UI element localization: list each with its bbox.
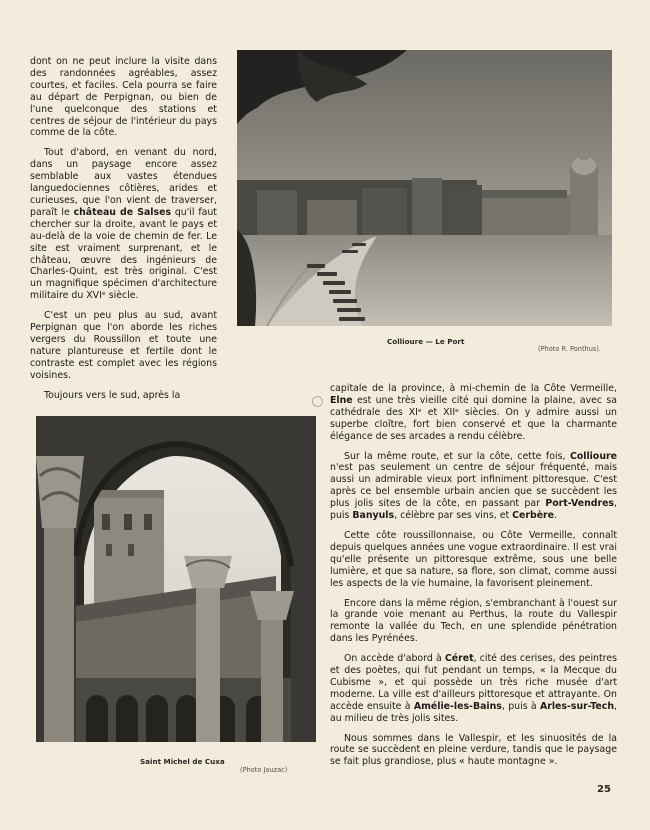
text-run: , puis à: [501, 700, 540, 712]
paragraph: Encore dans la même région, s'embranchant à l'ouest sur la grande voie menant au Perthus, la route du Vallespir remonte la vallée du Tech, en une splendide pénétration dans les Pyrénées.: [330, 597, 617, 645]
paragraph: [330, 383, 617, 443]
text-run: .: [554, 510, 558, 522]
place-name-collioure: Collioure: [569, 450, 617, 462]
photo-credit: (Photo R. Ponthus).: [538, 345, 602, 353]
paragraph: Cette côte roussillonnaise, ou Côte Vermeille, connaît depuis quelques années une vogue extraordinaire. Il est vrai qu'elle présente un pittoresque extrême, sous une belle lumière, et que sa nature, sa flore, son climat, comme aussi les aspects de la vie humaine, la favorisent pleinement.: [330, 529, 617, 589]
place-name-elne: Elne: [330, 394, 353, 406]
paragraph: Toujours vers le sud, après la: [44, 389, 181, 401]
place-name-salses: château de Salses: [73, 206, 172, 218]
paragraph: [330, 653, 617, 724]
photo-caption: Saint Michel de Cuxa: [140, 757, 225, 766]
paragraph: dont on ne peut inclure la visite dans des randonnées agréables, assez courtes, et faciles. Cela pourra se faire au départ de Perpignan, ou bien de l'une quelconque des stations et centres de séjour de l'intérieur du pays comme de la côte.: [30, 56, 217, 139]
paragraph: [330, 451, 617, 522]
text-run: , cité des cerises, des peintres et des poètes, qui fut pendant un temps, « la Mecque du Cubisme », et qui possède un très riche musée d'art moderne. La ville est d'ailleurs pittoresque et attrayante. On accède ensuite à: [330, 653, 617, 712]
place-name-arles-sur-tech: Arles-sur-Tech: [539, 700, 615, 712]
text-column-left: [30, 56, 217, 401]
place-name-amelie-les-bains: Amélie-les-Bains: [413, 700, 502, 712]
text-run: capitale de la province, à mi-chemin de la Côte Vermeille,: [330, 383, 617, 394]
text-run: Sur la même route, et sur la côte, cette fois,: [344, 450, 570, 462]
photo-caption: Collioure — Le Port: [387, 337, 465, 346]
place-name-cerbere: Cerbère: [512, 510, 555, 522]
photo-saint-michel-de-cuxa: [36, 416, 316, 742]
margin-mark: [312, 396, 323, 407]
text-run: Tout d'abord, en venant du nord, dans un paysage encore assez semblable aux vastes étendues languedociennes côtières, arides et curieuses, que l'on vient de traverser, paraît le: [30, 147, 217, 218]
photo-credit: (Photo Jauzac): [240, 766, 288, 774]
paragraph: [30, 147, 217, 302]
text-run: , célèbre par ses vins, et: [394, 510, 513, 522]
text-run: , au milieu de très jolis sites.: [330, 700, 618, 724]
text-column-right: [330, 383, 617, 768]
text-run: On accède d'abord à: [344, 653, 445, 665]
paragraph: Nous sommes dans le Vallespir, et les sinuosités de la route se succèdent en pleine verdure, tandis que le paysage se fait plus grandiose, plus « haute montagne ».: [330, 732, 617, 768]
text-run: qu'il faut chercher sur la droite, avant le pays et au-delà de la voie de chemin de fer. Le site est vraiment surprenant, et le château, œuvre des ingénieurs de Charles-Quint, est très original. C'est un magnifique spécimen d'architecture militaire du XVIᵉ siècle.: [30, 206, 217, 302]
text-run: n'est pas seulement un centre de séjour fréquenté, mais aussi un admirable vieux port infiniment pittoresque. C'est après ce bel ensemble urbain ancien que se succèdent les plus jolis sites de la côte, en passant par: [330, 462, 617, 510]
place-name-port-vendres: Port-Vendres: [545, 498, 615, 510]
page-number: 25: [597, 784, 611, 795]
paragraph: C'est un peu plus au sud, avant Perpignan que l'on aborde les riches vergers du Roussillon et toute une nature plantureuse et fertile dont le contraste est complet avec les régions voisines.: [30, 310, 217, 381]
place-name-ceret: Céret: [444, 653, 474, 665]
place-name-banyuls: Banyuls: [352, 510, 395, 522]
text-run: est une très vieille cité qui domine la plaine, avec sa cathédrale des XIᵉ et XIIᵉ siècles. On y admire aussi un superbe cloître, fort bien conservé et que la charmante élégance de ses arcades a rendu célèbre.: [330, 394, 617, 442]
photo-collioure-port: [237, 50, 612, 326]
text-run: , puis: [330, 498, 617, 522]
